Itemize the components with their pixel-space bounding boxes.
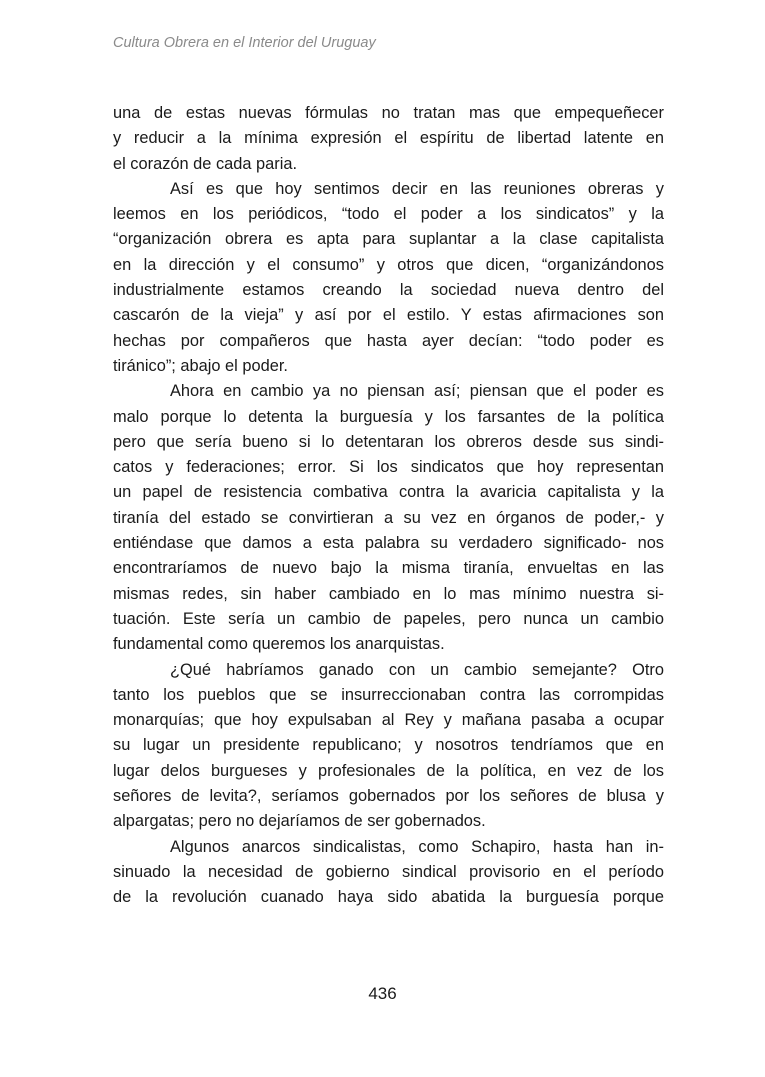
text-line: tuación. Este sería un cambio de papeles, pero nunca un cambio [113,609,664,628]
text-line: tanto los pueblos que se insurreccionaban contra las corrompidas [113,685,664,704]
text-line: Algunos anarcos sindicalistas, como Schapiro, hasta han in- [170,837,664,856]
paragraph [113,658,664,835]
text-line: pero que sería bueno si lo detentaran los obreros desde sus sindi- [113,432,664,451]
running-head: Cultura Obrera en el Interior del Uruguay [113,35,376,51]
text-line: señores de levita?, seríamos gobernados por los señores de blusa y [113,787,664,806]
text-line: mismas redes, sin haber cambiado en lo mas mínimo nuestra si- [113,584,664,603]
page-number: 436 [368,984,397,1003]
text-line: lugar delos burgueses y profesionales de la política, en vez de los [113,761,664,780]
text-line: malo porque lo detenta la burguesía y los farsantes de la política [113,407,664,426]
text-line: Ahora en cambio ya no piensan así; piensan que el poder es [170,382,664,401]
body-text [113,101,664,911]
text-line: tiranía del estado se convirtieran a su vez en órganos de poder,- y [113,508,664,527]
text-line: cascarón de la vieja” y así por el estilo. Y estas afirmaciones son [113,306,664,325]
text-line: hechas por compañeros que hasta ayer decían: “todo poder es [113,331,664,350]
text-line: ¿Qué habríamos ganado con un cambio semejante? Otro [170,660,664,679]
text-line: industrialmente estamos creando la sociedad nueva dentro del [113,281,664,300]
text-line: “organización obrera es apta para suplantar a la clase capitalista [113,230,664,249]
text-line: fundamental como queremos los anarquistas. [113,635,445,654]
text-line: en la dirección y el consumo” y otros que dicen, “organizándonos [113,255,664,274]
text-line: y reducir a la mínima expresión el espíritu de libertad latente en [113,129,664,148]
text-line: alpargatas; pero no dejaríamos de ser gobernados. [113,812,486,831]
text-line: su lugar un presidente republicano; y nosotros tendríamos que en [113,736,664,755]
text-line: Así es que hoy sentimos decir en las reuniones obreras y [170,179,664,198]
text-line: una de estas nuevas fórmulas no tratan mas que empequeñecer [113,104,664,122]
text-line: sinuado la necesidad de gobierno sindical provisorio en el período [113,862,664,881]
text-line: catos y federaciones; error. Si los sindicatos que hoy representan [113,458,664,477]
text-line: un papel de resistencia combativa contra la avaricia capitalista y la [113,483,664,502]
text-line: el corazón de cada paria. [113,154,298,173]
paragraph [113,177,664,379]
text-line: tiránico”; abajo el poder. [113,356,288,375]
text-line: monarquías; que hoy expulsaban al Rey y mañana pasaba a ocupar [113,711,664,730]
text-line: entiéndase que damos a esta palabra su verdadero significado- nos [113,534,664,553]
text-line: de la revolución cuanado haya sido abatida la burguesía porque [113,888,664,907]
paragraph [113,835,664,911]
text-line: leemos en los periódicos, “todo el poder a los sindicatos” y la [113,205,664,224]
paragraph [113,101,664,177]
text-line: encontraríamos de nuevo bajo la misma tiranía, envueltas en las [113,559,664,578]
paragraph [113,379,664,657]
